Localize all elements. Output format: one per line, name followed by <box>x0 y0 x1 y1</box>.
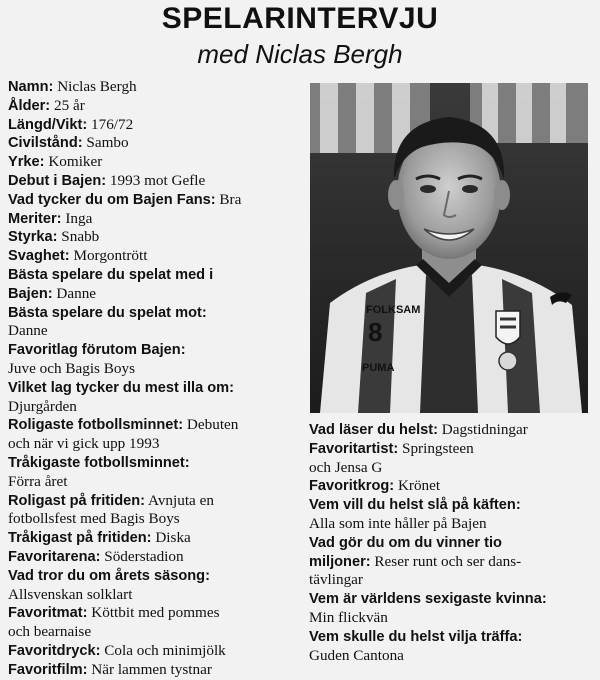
interview-row <box>309 571 599 590</box>
interview-question: Roligast på fritiden: <box>8 492 146 509</box>
interview-question: miljoner: <box>309 553 371 570</box>
interview-question: Längd/Vikt: <box>8 116 88 133</box>
interview-answer: Cola och minimjölk <box>104 641 226 659</box>
interview-row <box>8 604 308 623</box>
jersey-sponsor-text: FOLKSAM <box>366 304 421 316</box>
interview-answer: Sambo <box>86 134 129 152</box>
interview-row <box>8 247 308 266</box>
interview-row <box>8 134 308 153</box>
interview-question: Bajen: <box>8 285 53 302</box>
interview-row <box>8 78 308 97</box>
interview-answer: Guden Cantona <box>309 646 404 664</box>
interview-row <box>8 285 308 304</box>
interview-answer: 1993 mot Gefle <box>109 171 206 189</box>
interview-answer: Danne <box>8 322 48 340</box>
interview-answer: Diska <box>155 529 191 547</box>
interview-answer: fotbollsfest med Bagis Boys <box>8 510 180 528</box>
interview-row <box>8 567 308 586</box>
interview-answer: Allsvenskan solklart <box>8 585 133 603</box>
interview-answer: Juve och Bagis Boys <box>8 359 135 377</box>
interview-question: Tråkigast på fritiden: <box>8 530 152 547</box>
interview-answer: och när vi gick upp 1993 <box>8 435 160 453</box>
interview-question: Favoritfilm: <box>8 661 88 678</box>
interview-row <box>309 440 599 459</box>
interview-answer: Morgontrött <box>73 247 148 265</box>
interview-question: Vilket lag tycker du mest illa om: <box>8 379 235 396</box>
interview-row <box>309 477 599 496</box>
interview-answer: Inga <box>65 209 93 227</box>
interview-answer: Danne <box>56 284 97 302</box>
interview-row <box>8 360 308 379</box>
interview-row <box>8 153 308 172</box>
interview-question: Vem är världens sexigaste kvinna: <box>309 591 547 608</box>
interview-answer: Debuten <box>186 416 239 434</box>
interview-row <box>309 628 599 647</box>
interview-question: Favoritartist: <box>309 440 399 457</box>
interview-row <box>8 322 308 341</box>
interview-answer: och bearnaise <box>8 623 92 641</box>
interview-answer: 25 år <box>53 96 85 114</box>
interview-answer: Springsteen <box>402 439 474 457</box>
interview-answer: Min flickvän <box>309 608 388 626</box>
interview-question: Namn: <box>8 79 54 95</box>
interview-answer: Dagstidningar <box>441 421 528 438</box>
interview-row <box>309 421 599 440</box>
interview-row <box>8 510 308 529</box>
interview-answer: Reser runt och ser dans- <box>374 552 522 570</box>
interview-row <box>8 398 308 417</box>
interview-question: Favoritarena: <box>8 548 101 565</box>
interview-row <box>8 529 308 548</box>
interview-question: Vem skulle du helst vilja träffa: <box>309 628 523 645</box>
interview-answer: Avnjuta en <box>148 491 214 509</box>
interview-answer: Djurgården <box>8 397 77 415</box>
interview-row <box>309 459 599 478</box>
interview-left-column <box>8 78 308 680</box>
interview-answer: När lammen tystnar <box>91 660 212 678</box>
interview-row <box>309 553 599 572</box>
interview-row <box>8 228 308 247</box>
interview-question: Debut i Bajen: <box>8 172 107 189</box>
interview-question: Svaghet: <box>8 248 70 265</box>
interview-row <box>8 623 308 642</box>
interview-row <box>8 266 308 285</box>
interview-row <box>8 586 308 605</box>
interview-question: Vem vill du helst slå på käften: <box>309 497 521 514</box>
interview-row <box>8 210 308 229</box>
interview-right-column <box>309 421 599 665</box>
interview-row <box>8 97 308 116</box>
interview-answer: och Jensa G <box>309 458 383 476</box>
interview-row <box>309 609 599 628</box>
interview-question: Bästa spelare du spelat mot: <box>8 304 207 321</box>
interview-answer: Niclas Bergh <box>57 78 137 95</box>
interview-question: Favoritkrog: <box>309 478 395 495</box>
interview-row <box>8 473 308 492</box>
page-subtitle: med Niclas Bergh <box>197 39 403 69</box>
interview-question: Styrka: <box>8 229 58 246</box>
interview-row <box>309 590 599 609</box>
interview-row <box>309 534 599 553</box>
interview-row <box>309 496 599 515</box>
interview-row <box>8 661 308 680</box>
club-crest-icon <box>496 311 520 370</box>
interview-question: Meriter: <box>8 210 62 227</box>
interview-answer: Bra <box>219 190 242 208</box>
interview-question: Vad gör du om du vinner tio <box>309 534 502 551</box>
interview-row <box>309 515 599 534</box>
interview-row <box>8 548 308 567</box>
interview-answer: Snabb <box>61 228 100 246</box>
interview-answer: Krönet <box>397 477 441 495</box>
interview-row <box>309 647 599 666</box>
interview-question: Yrke: <box>8 154 45 171</box>
interview-question: Ålder: <box>8 97 51 114</box>
interview-row <box>8 642 308 661</box>
interview-question: Tråkigaste fotbollsminnet: <box>8 454 190 471</box>
interview-question: Favoritlag förutom Bajen: <box>8 342 186 359</box>
interview-question: Vad läser du helst: <box>309 422 438 438</box>
interview-answer: tävlingar <box>309 571 363 589</box>
interview-row <box>8 341 308 360</box>
interview-row <box>8 416 308 435</box>
interview-question: Favoritdryck: <box>8 642 101 659</box>
page-title: SPELARINTERVJU <box>161 2 439 35</box>
interview-question: Vad tycker du om Bajen Fans: <box>8 191 216 208</box>
interview-row <box>8 172 308 191</box>
interview-question: Bästa spelare du spelat med i <box>8 266 214 283</box>
interview-answer: Förra året <box>8 472 68 490</box>
interview-answer: 176/72 <box>91 115 134 133</box>
player-photo <box>310 83 588 413</box>
interview-row <box>8 492 308 511</box>
interview-answer: Komiker <box>48 153 103 171</box>
interview-row <box>8 191 308 210</box>
jersey-number-text: 8 <box>368 317 383 347</box>
interview-answer: Köttbit med pommes <box>91 604 220 622</box>
interview-question: Favoritmat: <box>8 605 88 622</box>
interview-row <box>8 435 308 454</box>
interview-question: Vad tror du om årets säsong: <box>8 567 210 584</box>
jersey-brand-text: PUMA <box>362 362 395 374</box>
interview-question: Civilstånd: <box>8 135 83 152</box>
interview-answer: Alla som inte håller på Bajen <box>309 514 487 532</box>
interview-answer: Söderstadion <box>104 547 184 565</box>
interview-row <box>8 304 308 323</box>
interview-row <box>8 116 308 135</box>
interview-row <box>8 454 308 473</box>
interview-question: Roligaste fotbollsminnet: <box>8 417 184 434</box>
interview-row <box>8 379 308 398</box>
